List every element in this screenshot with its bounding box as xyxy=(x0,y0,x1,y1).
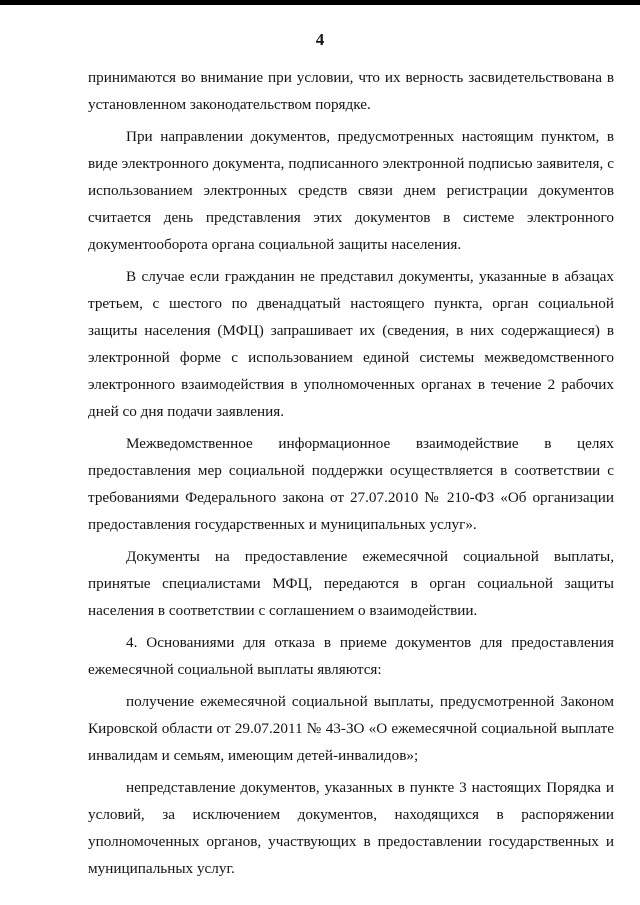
paragraph-3 xyxy=(88,263,614,425)
text-line: принимаются во внимание при условии, что их верность засвидетельствована в xyxy=(88,69,614,86)
paragraph-5 xyxy=(88,543,614,624)
text-line: Документы на предоставление ежемесячной социальной выплаты, xyxy=(126,548,614,565)
text-line: получение ежемесячной социальной выплаты, предусмотренной Законом xyxy=(126,693,614,710)
text-line: требованиями Федерального закона от 27.07.2010 № 210-ФЗ «Об организации xyxy=(88,489,614,506)
paragraph-7 xyxy=(88,688,614,769)
paragraph-2 xyxy=(88,123,614,258)
text-line: третьем, с шестого по двенадцатый настоящего пункта, орган социальной xyxy=(88,295,614,312)
text-line: установленном законодательством порядке. xyxy=(88,96,371,113)
paragraph-6 xyxy=(88,629,614,683)
text-line: предоставления государственных и муниципальных услуг». xyxy=(88,516,477,533)
text-line: виде электронного документа, подписанного электронной подписью заявителя, с xyxy=(88,155,614,172)
text-line: При направлении документов, предусмотренных настоящим пунктом, в xyxy=(126,128,614,145)
text-line: 4. Основаниями для отказа в приеме документов для предоставления xyxy=(126,634,614,651)
text-line: использованием электронных средств связи днем регистрации документов xyxy=(88,182,614,199)
text-line: дней со дня подачи заявления. xyxy=(88,403,285,420)
paragraph-1 xyxy=(88,64,614,118)
page-number: 4 xyxy=(315,30,325,49)
text-line: муниципальных услуг. xyxy=(88,860,235,877)
text-line: электронного взаимодействия в уполномоченных органах в течение 2 рабочих xyxy=(88,376,614,393)
text-line: документооборота органа социальной защиты населения. xyxy=(88,236,462,253)
text-line: ежемесячной социальной выплаты являются: xyxy=(88,661,382,678)
top-border-rule xyxy=(0,0,640,5)
paragraph-4 xyxy=(88,430,614,538)
text-line: условий, за исключением документов, находящихся в распоряжении xyxy=(88,806,614,823)
text-line: населения в соответствии с соглашением о взаимодействии. xyxy=(88,602,478,619)
text-line: уполномоченных органов, участвующих в предоставлении государственных и xyxy=(88,833,614,850)
text-line: считается день представления этих документов в системе электронного xyxy=(88,209,614,226)
paragraph-8 xyxy=(88,774,614,882)
text-line: непредставление документов, указанных в пункте 3 настоящих Порядка и xyxy=(126,779,614,796)
text-line: В случае если гражданин не представил документы, указанные в абзацах xyxy=(126,268,614,285)
text-line: принятые специалистами МФЦ, передаются в орган социальной защиты xyxy=(88,575,614,592)
text-line: Межведомственное информационное взаимодействие в целях xyxy=(126,435,614,452)
text-line: защиты населения (МФЦ) запрашивает их (сведения, в них содержащиеся) в xyxy=(88,322,614,339)
text-line: инвалидам и семьям, имеющим детей-инвалидов»; xyxy=(88,747,419,764)
document-body xyxy=(88,64,614,882)
text-line: предоставления мер социальной поддержки осуществляется в соответствии с xyxy=(88,462,614,479)
text-line: Кировской области от 29.07.2011 № 43-ЗО «О ежемесячной социальной выплате xyxy=(88,720,614,737)
text-line: электронной форме с использованием единой системы межведомственного xyxy=(88,349,614,366)
